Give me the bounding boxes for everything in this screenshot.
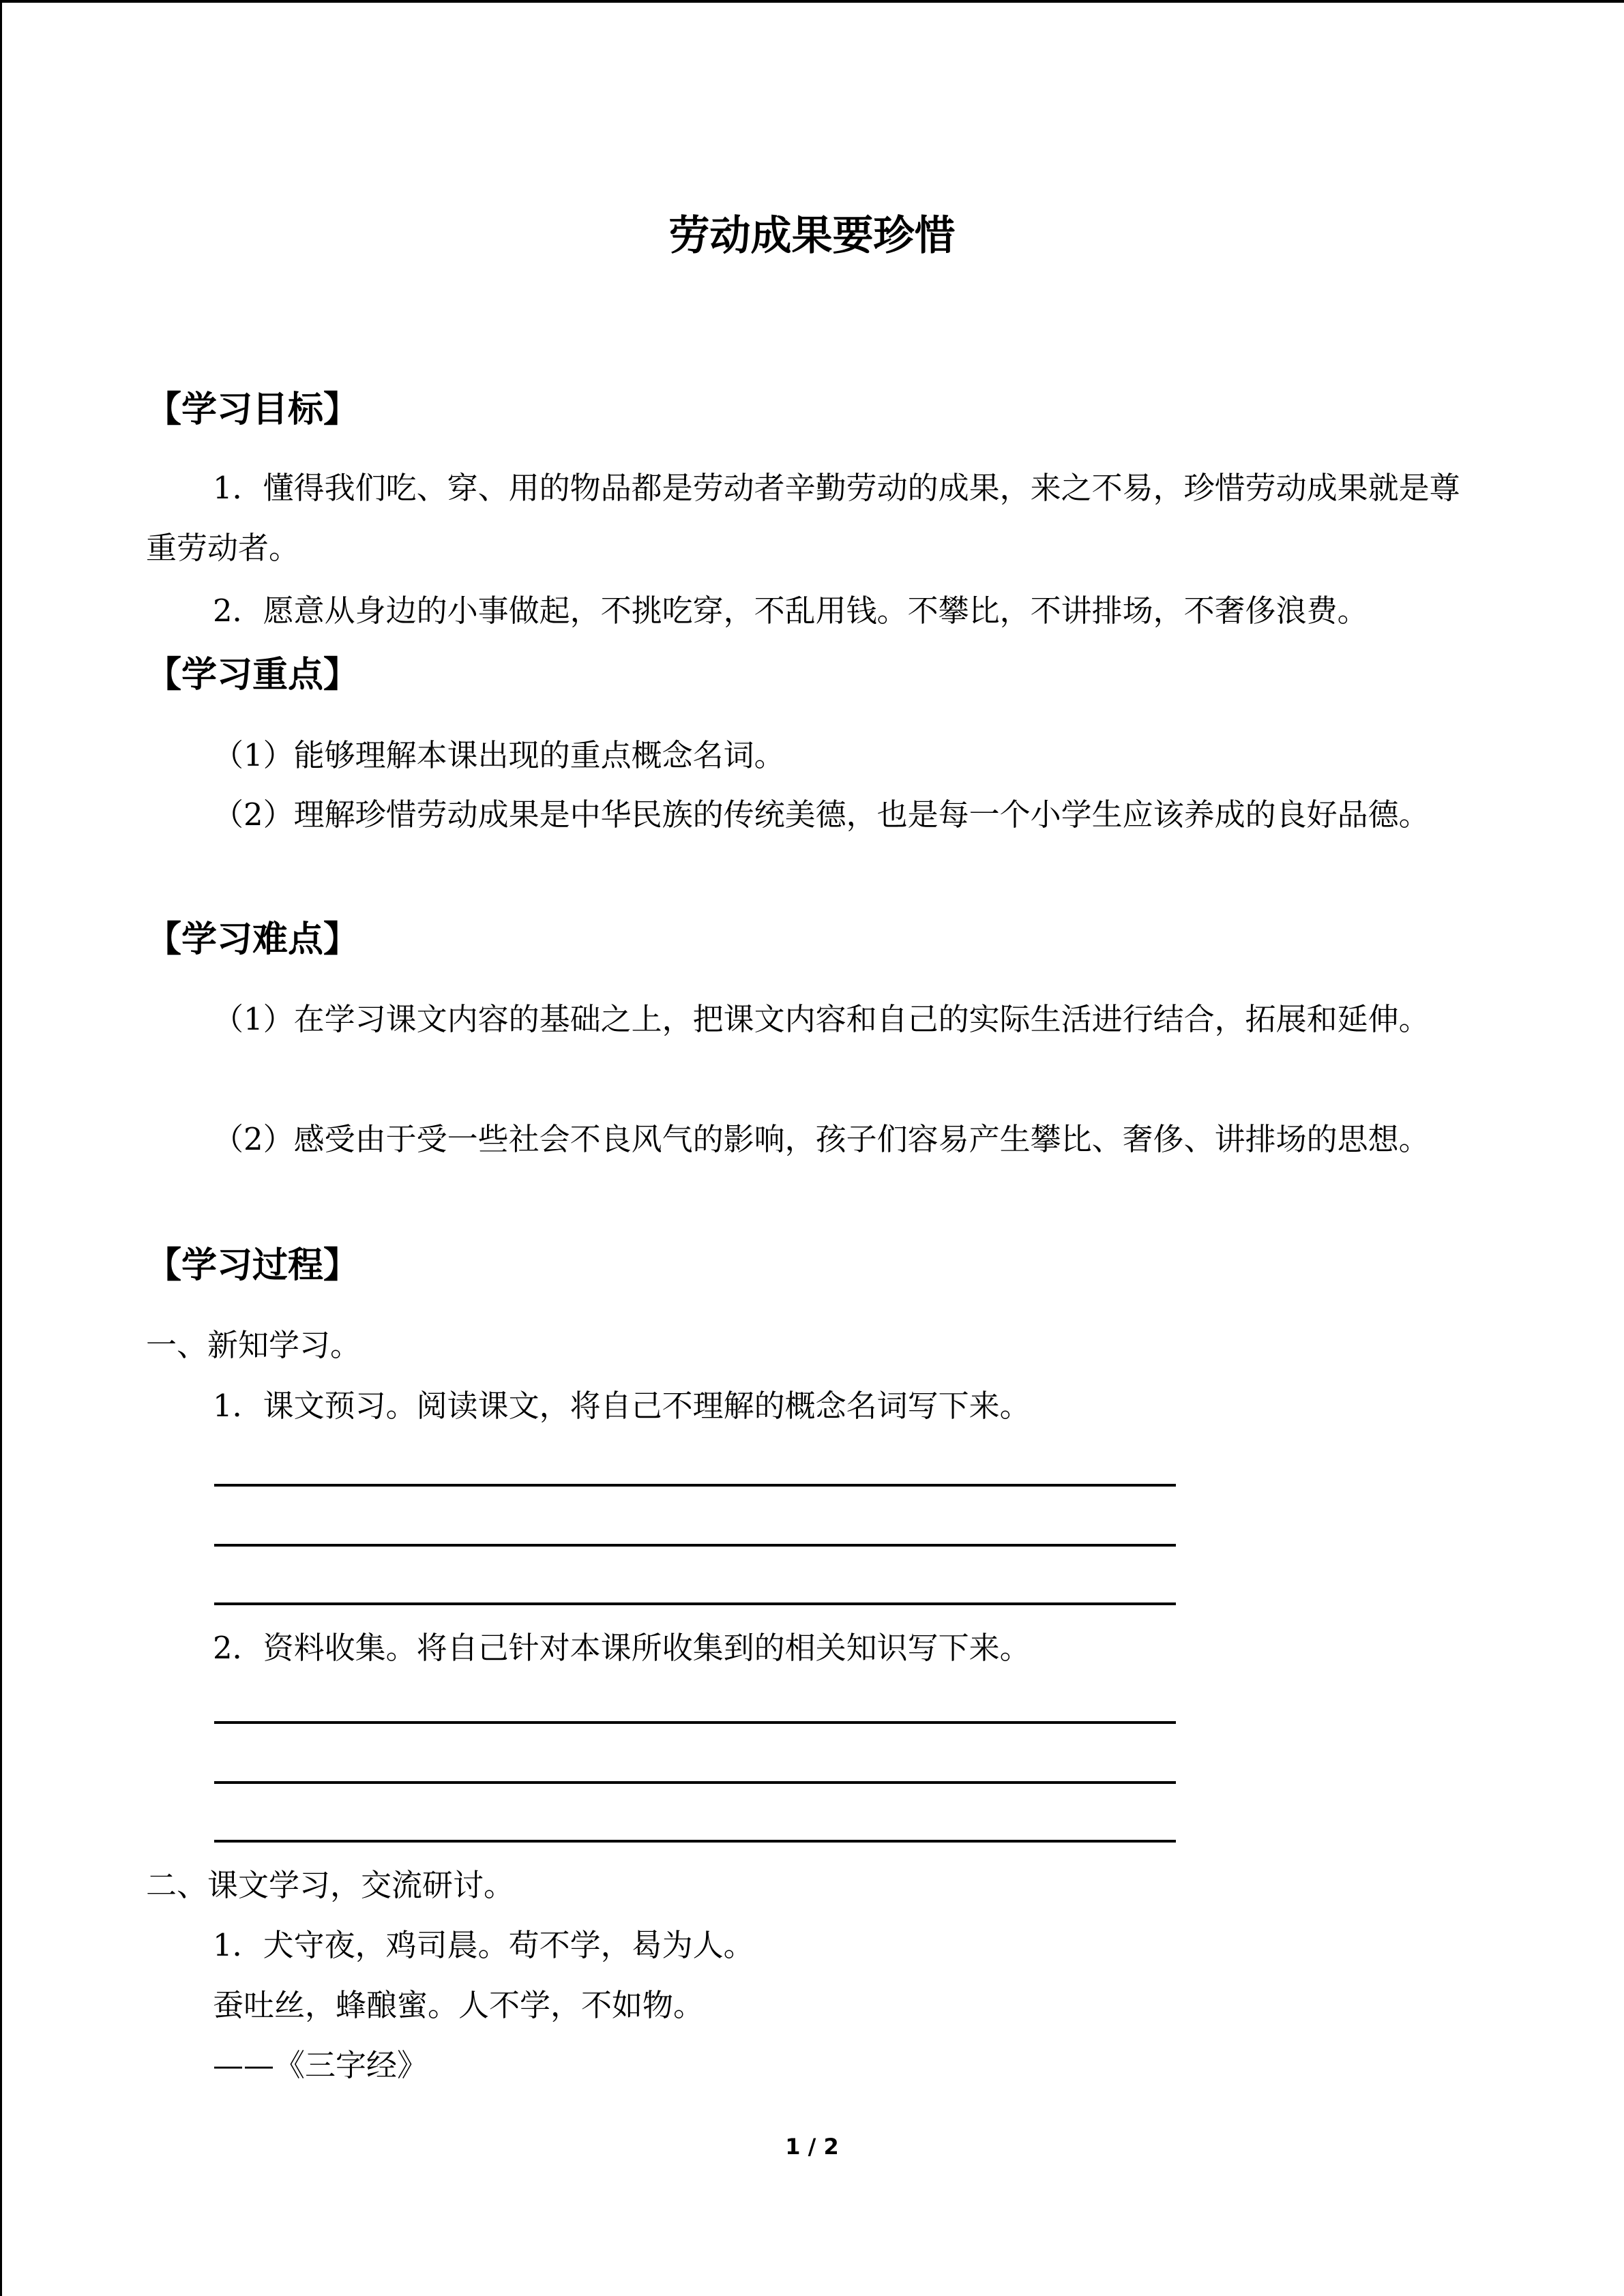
key-points-paragraph-1: （1）能够理解本课出现的重点概念名词。: [213, 737, 785, 773]
goals-paragraph-2: 2．愿意从身边的小事做起，不挑吃穿，不乱用钱。不攀比，不讲排场，不奢侈浪费。: [213, 593, 1368, 629]
difficulties-paragraph-1: （1）在学习课文内容的基础之上，把课文内容和自己的实际生活进行结合，拓展和延伸。: [213, 1001, 1430, 1037]
answer-blank-line[interactable]: [214, 1721, 1176, 1724]
process-heading: 【学习过程】: [146, 1245, 359, 1286]
page-number: 1 / 2: [785, 2134, 839, 2160]
part-two-label: 二、课文学习，交流研讨。: [146, 1867, 515, 1903]
poem-source: ——《三字经》: [213, 2047, 428, 2083]
process-item-1: 1．课文预习。阅读课文，将自己不理解的概念名词写下来。: [213, 1388, 1031, 1424]
key-points-heading: 【学习重点】: [146, 655, 359, 696]
goals-paragraph-1: 1．懂得我们吃、穿、用的物品都是劳动者辛勤劳动的成果，来之不易，珍惜劳动成果就是尊重劳动者。: [146, 470, 1460, 566]
page-top-border: [0, 0, 1624, 3]
answer-blank-line[interactable]: [214, 1544, 1176, 1547]
difficulties-paragraph-2: （2）感受由于受一些社会不良风气的影响，孩子们容易产生攀比、奢侈、讲排场的思想。: [213, 1121, 1430, 1157]
answer-blank-line[interactable]: [214, 1840, 1176, 1843]
goals-heading: 【学习目标】: [146, 389, 359, 430]
page-title: 劳动成果要珍惜: [668, 212, 956, 260]
page-left-border: [0, 0, 2, 2296]
difficulties-heading: 【学习难点】: [146, 919, 359, 960]
process-item-2: 2．资料收集。将自己针对本课所收集到的相关知识写下来。: [213, 1630, 1031, 1666]
answer-blank-line[interactable]: [214, 1781, 1176, 1784]
poem-line-2: 蚕吐丝，蜂酿蜜。人不学，不如物。: [213, 1987, 705, 2023]
key-points-paragraph-2: （2）理解珍惜劳动成果是中华民族的传统美德，也是每一个小学生应该养成的良好品德。: [213, 796, 1430, 833]
poem-line-1: 1．犬守夜，鸡司晨。苟不学，曷为人。: [213, 1927, 754, 1963]
answer-blank-line[interactable]: [214, 1602, 1176, 1605]
answer-blank-line[interactable]: [214, 1484, 1176, 1487]
part-one-label: 一、新知学习。: [146, 1327, 361, 1363]
